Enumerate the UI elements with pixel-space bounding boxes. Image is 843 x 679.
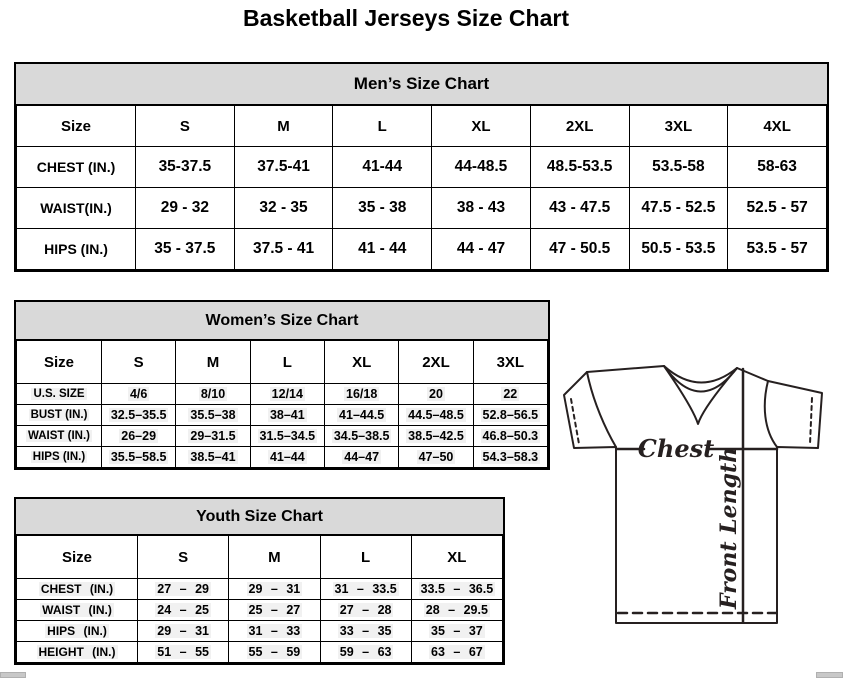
size-range-value: 27 – 29 [157,582,209,596]
value-cell [728,188,827,229]
value-cell [229,579,320,600]
size-range-value: 24 – 25 [157,603,209,617]
row-label: WAIST (IN.) [28,430,90,442]
size-range-value: 44 - 47 [456,240,506,257]
front-length-label: Front Length [716,446,742,610]
value-cell [250,426,324,447]
value-cell [530,229,629,270]
size-range-value: 47.5 - 52.5 [641,199,716,216]
size-range-value: 41-44 [362,158,403,175]
size-column-header: L [333,106,432,147]
value-cell [629,188,728,229]
size-range-value: 12/14 [271,387,303,401]
size-column-header: XL [432,106,531,147]
womens-chart-title: Women’s Size Chart [16,302,548,340]
size-range-value: 38.5–41 [190,450,236,464]
table-row [17,642,503,663]
size-range-value: 8/10 [200,387,226,401]
value-cell [250,384,324,405]
size-range-value: 34.5–38.5 [333,429,390,443]
value-cell [102,426,176,447]
value-cell [473,384,547,405]
value-cell [411,600,502,621]
value-cell [432,229,531,270]
size-range-value: 44.5–48.5 [408,408,464,422]
row-label: HIPS (IN.) [32,451,86,463]
size-range-value: 26–29 [121,429,157,443]
size-range-value: 31.5–34.5 [259,429,316,443]
row-label-cell [17,600,138,621]
size-range-value: 53.5-58 [652,158,705,175]
size-range-value: 38.5–42.5 [408,429,464,443]
size-column-header: L [320,536,411,579]
value-cell [136,147,235,188]
value-cell [320,642,411,663]
value-cell [324,426,398,447]
size-range-value: 41 - 44 [358,240,407,257]
size-range-value: 44-48.5 [454,158,508,175]
table-row [17,384,548,405]
size-range-value: 33.5 – 36.5 [420,582,494,596]
row-label: CHEST (IN.) [36,159,116,175]
value-cell [411,579,502,600]
row-label-cell [17,188,136,229]
value-cell [473,426,547,447]
size-range-value: 47 - 50.5 [549,240,611,257]
size-range-value: 35 - 37.5 [154,240,216,257]
size-range-value: 25 – 27 [248,603,301,617]
value-cell [136,188,235,229]
value-cell [138,579,229,600]
row-label: HIPS (IN.) [47,624,107,638]
size-range-value: 37.5 - 41 [252,240,315,257]
value-cell [229,621,320,642]
size-range-value: 47–50 [418,450,454,464]
row-label-cell [17,621,138,642]
value-cell [333,188,432,229]
table-row [17,147,827,188]
size-header-cell: Size [17,341,102,384]
value-cell [473,447,547,468]
row-label: HEIGHT (IN.) [38,645,116,659]
size-range-value: 50.5 - 53.5 [641,240,716,257]
value-cell [136,229,235,270]
value-cell [399,405,473,426]
size-range-value: 41–44.5 [339,408,385,422]
value-cell [229,642,320,663]
value-cell [234,229,333,270]
value-cell [250,447,324,468]
size-range-value: 31 – 33.5 [334,582,397,596]
value-cell [320,579,411,600]
value-cell [530,147,629,188]
value-cell [229,600,320,621]
row-label: CHEST (IN.) [40,582,114,596]
value-cell [176,405,250,426]
value-cell [411,621,502,642]
size-column-header: XL [324,341,398,384]
value-cell [728,147,827,188]
size-range-value: 29 - 32 [160,199,209,216]
size-range-value: 29 – 31 [157,624,209,638]
womens-size-table [16,340,548,468]
youth-size-table [16,535,503,663]
youth-size-chart-section [14,497,505,665]
row-label-cell [17,426,102,447]
right-armhole-seam [765,381,777,447]
size-column-header: M [229,536,320,579]
value-cell [728,229,827,270]
table-row [17,426,548,447]
value-cell [629,229,728,270]
value-cell [432,147,531,188]
size-column-header: S [136,106,235,147]
row-label: U.S. SIZE [33,388,85,400]
size-range-value: 52.5 - 57 [746,199,808,216]
size-range-value: 32 - 35 [259,199,308,216]
row-label-cell [17,147,136,188]
size-column-header: 3XL [629,106,728,147]
mens-size-chart-section [14,62,829,272]
mens-chart-title: Men’s Size Chart [16,64,827,105]
value-cell [102,384,176,405]
table-row [17,600,503,621]
right-cuff-stitch [810,398,812,444]
header-row [17,341,548,384]
table-row [17,405,548,426]
size-range-value: 59 – 63 [339,645,392,659]
size-range-value: 58-63 [757,158,797,175]
mens-size-table [16,105,827,270]
value-cell [333,229,432,270]
size-column-header: XL [411,536,502,579]
value-cell [102,447,176,468]
value-cell [234,147,333,188]
size-range-value: 20 [429,387,443,401]
row-label: WAIST(IN.) [40,200,112,216]
table-row [17,447,548,468]
size-range-value: 63 – 67 [431,645,483,659]
size-column-header: 4XL [728,106,827,147]
size-range-value: 46.8–50.3 [482,429,539,443]
value-cell [324,384,398,405]
row-label-cell [17,229,136,270]
size-range-value: 28 – 29.5 [425,603,488,617]
row-label-cell [17,405,102,426]
value-cell [176,426,250,447]
row-label-cell [17,384,102,405]
size-range-value: 55 – 59 [248,645,301,659]
size-range-value: 38–41 [269,408,305,422]
value-cell [138,621,229,642]
left-armhole-seam [587,372,616,447]
size-range-value: 27 – 28 [339,603,392,617]
value-cell [234,188,333,229]
value-cell [138,600,229,621]
row-label: WAIST (IN.) [42,603,112,617]
size-range-value: 38 - 43 [456,199,506,216]
size-column-header: S [138,536,229,579]
row-label-cell [17,642,138,663]
value-cell [320,621,411,642]
size-column-header: 3XL [473,341,547,384]
size-range-value: 35-37.5 [158,158,212,175]
size-range-value: 54.3–58.3 [482,450,539,464]
size-column-header: L [250,341,324,384]
size-range-value: 35 - 38 [358,199,407,216]
size-column-header: 2XL [530,106,629,147]
size-range-value: 4/6 [129,387,148,401]
size-column-header: 2XL [399,341,473,384]
jersey-outline [564,366,822,623]
size-range-value: 48.5-53.5 [546,158,613,175]
size-range-value: 35.5–58.5 [110,450,167,464]
collar-band-curve-2 [664,366,737,392]
value-cell [320,600,411,621]
size-range-value: 35 – 37 [431,624,483,638]
size-range-value: 51 – 55 [157,645,209,659]
value-cell [176,384,250,405]
size-header-cell: Size [17,536,138,579]
size-range-value: 53.5 - 57 [746,240,808,257]
size-range-value: 43 - 47.5 [549,199,611,216]
value-cell [411,642,502,663]
table-row [17,579,503,600]
value-cell [102,405,176,426]
value-cell [629,147,728,188]
value-cell [473,405,547,426]
page-title: Basketball Jerseys Size Chart [242,5,569,31]
jersey-diagram [560,360,843,650]
value-cell [432,188,531,229]
size-range-value: 37.5-41 [257,158,310,175]
size-range-value: 32.5–35.5 [110,408,167,422]
size-range-value: 41–44 [269,450,305,464]
value-cell [324,447,398,468]
scrollbar-fragment-right[interactable] [816,672,843,678]
size-header-cell: Size [17,106,136,147]
value-cell [399,447,473,468]
table-row [17,229,827,270]
row-label: HIPS (IN.) [44,241,108,257]
value-cell [324,405,398,426]
size-range-value: 44–47 [344,450,380,464]
header-row [17,106,827,147]
size-range-value: 22 [503,387,518,401]
header-row [17,536,503,579]
value-cell [399,384,473,405]
size-range-value: 52.8–56.5 [482,408,539,422]
value-cell [530,188,629,229]
size-range-value: 29–31.5 [190,429,236,443]
value-cell [250,405,324,426]
size-column-header: M [176,341,250,384]
value-cell [138,642,229,663]
value-cell [176,447,250,468]
chest-label: Chest [637,434,715,463]
size-range-value: 29 – 31 [248,582,301,596]
table-row [17,621,503,642]
row-label-cell [17,447,102,468]
size-range-value: 31 – 33 [248,624,301,638]
size-range-value: 33 – 35 [339,624,392,638]
value-cell [399,426,473,447]
row-label: BUST (IN.) [30,409,88,421]
womens-size-chart-section [14,300,550,470]
table-row [17,188,827,229]
youth-chart-title: Youth Size Chart [16,499,503,535]
scrollbar-fragment-left[interactable] [0,672,26,678]
size-column-header: M [234,106,333,147]
size-column-header: S [102,341,176,384]
size-range-value: 35.5–38 [190,408,236,422]
row-label-cell [17,579,138,600]
size-range-value: 16/18 [346,387,378,401]
value-cell [333,147,432,188]
